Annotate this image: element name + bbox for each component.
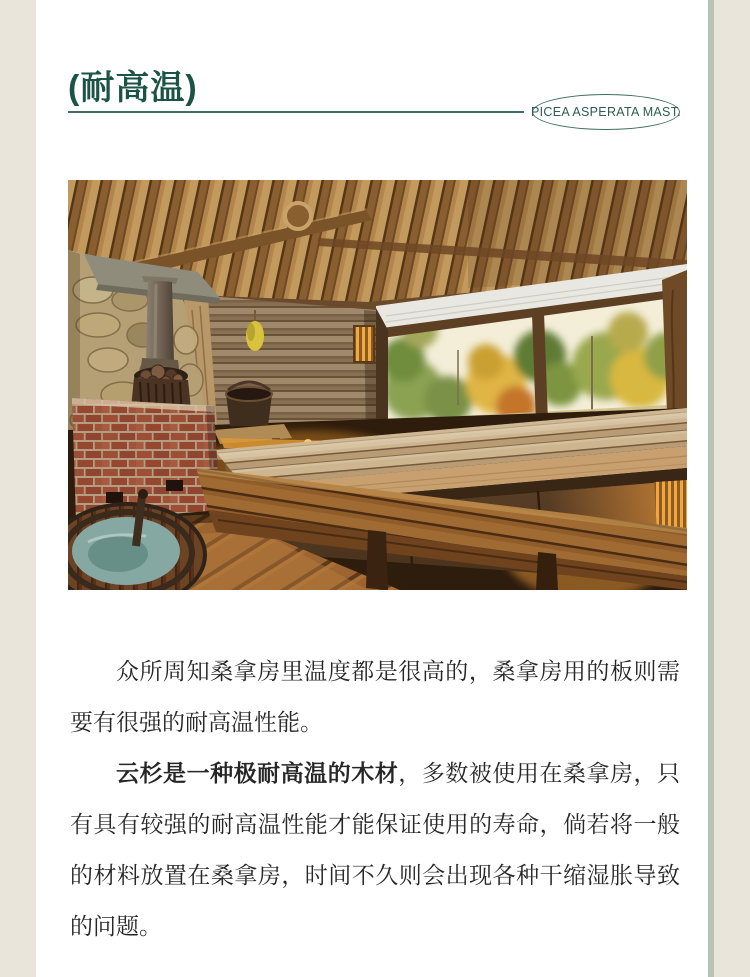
article-body bbox=[70, 646, 680, 952]
page-title: (耐高温) bbox=[68, 69, 198, 107]
paragraph-2-rest: ，多数被使用在桑拿房，只有具有较强的耐高温性能才能保证使用的寿命，倘若将一般的材料放置在桑拿房，时间不久则会出现各种干缩湿胀导致的问题。 bbox=[70, 760, 681, 939]
sauna-photo bbox=[68, 180, 687, 590]
sauna-lamp-grille bbox=[354, 326, 374, 362]
ceiling-lamp bbox=[285, 203, 311, 229]
content-card bbox=[36, 0, 714, 977]
paragraph-2 bbox=[70, 748, 680, 952]
chimney-pipe bbox=[146, 280, 174, 362]
latin-name-label: PICEA ASPERATA MAST. bbox=[530, 105, 682, 119]
title-underline bbox=[68, 111, 524, 113]
title-rule-row bbox=[68, 94, 680, 130]
latin-name-badge bbox=[532, 94, 680, 130]
section-header bbox=[36, 0, 708, 180]
sauna-photo-illustration bbox=[68, 180, 687, 590]
paragraph-2-bold: 云杉是一种极耐高温的木材 bbox=[116, 760, 399, 786]
paragraph-1: 众所周知桑拿房里温度都是很高的，桑拿房用的板则需要有很强的耐高温性能。 bbox=[70, 658, 680, 735]
